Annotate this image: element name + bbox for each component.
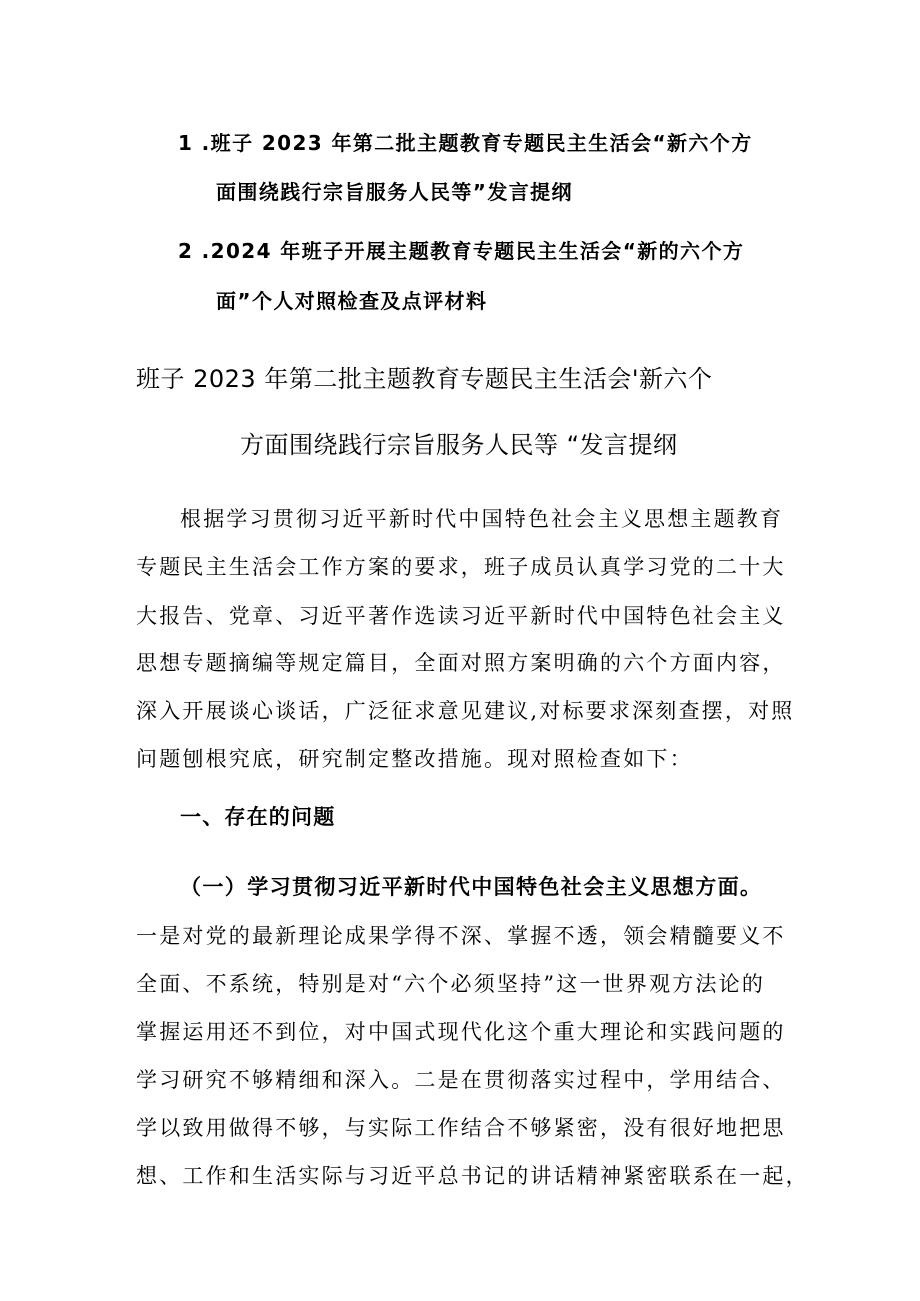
document-title-line-1: 班子 2023 年第二批主题教育专题民主生活会'新六个: [136, 365, 713, 393]
body-line-1: 一是对党的最新理论成果学得不深、掌握不透，领会精髓要义不: [136, 924, 786, 948]
subsection-heading: （一）学习贯彻习近平新时代中国特色社会主义思想方面。: [180, 875, 763, 899]
intro-line-1: 根据学习贯彻习近平新时代中国特色社会主义思想主题教育: [180, 507, 784, 531]
intro-line-2: 专题民主生活会工作方案的要求，班子成员认真学习党的二十大: [136, 555, 786, 579]
toc-item-1-line-1: 1 .班子 2023 年第二批主题教育专题民主生活会“新六个方: [178, 131, 753, 155]
intro-line-5: 深入开展谈心谈话，广泛征求意见建议,对标要求深刻查摆，对照: [136, 699, 795, 723]
intro-line-4: 思想专题摘编等规定篇目，全面对照方案明确的六个方面内容，: [136, 651, 786, 675]
toc-item-2-line-1: 2 .2024 年班子开展主题教育专题民主生活会“新的六个方: [178, 239, 745, 263]
body-line-4: 学习研究不够精细和深入。二是在贯彻落实过程中，学用结合、: [136, 1068, 786, 1092]
body-line-2: 全面、不系统，特别是对“六个必须坚持”这一世界观方法论的: [136, 972, 766, 996]
intro-line-3: 大报告、党章、习近平著作选读习近平新时代中国特色社会主义: [136, 604, 786, 628]
document-title-line-2: 方面围绕践行宗旨服务人民等 “发言提纲: [240, 431, 678, 459]
toc-item-1-line-2: 面围绕践行宗旨服务人民等”发言提纲: [216, 180, 573, 204]
body-line-6: 想、工作和生活实际与习近平总书记的讲话精神紧密联系在一起，: [136, 1164, 809, 1188]
body-line-5: 学以致用做得不够，与实际工作结合不够紧密，没有很好地把思: [136, 1116, 786, 1140]
body-line-3: 掌握运用还不到位，对中国式现代化这个重大理论和实践问题的: [136, 1020, 786, 1044]
intro-line-6: 问题刨根究底，研究制定整改措施。现对照检查如下：: [136, 747, 693, 771]
section-heading: 一、存在的问题: [180, 805, 336, 829]
toc-item-2-line-2: 面”个人对照检查及点评材料: [216, 289, 488, 313]
